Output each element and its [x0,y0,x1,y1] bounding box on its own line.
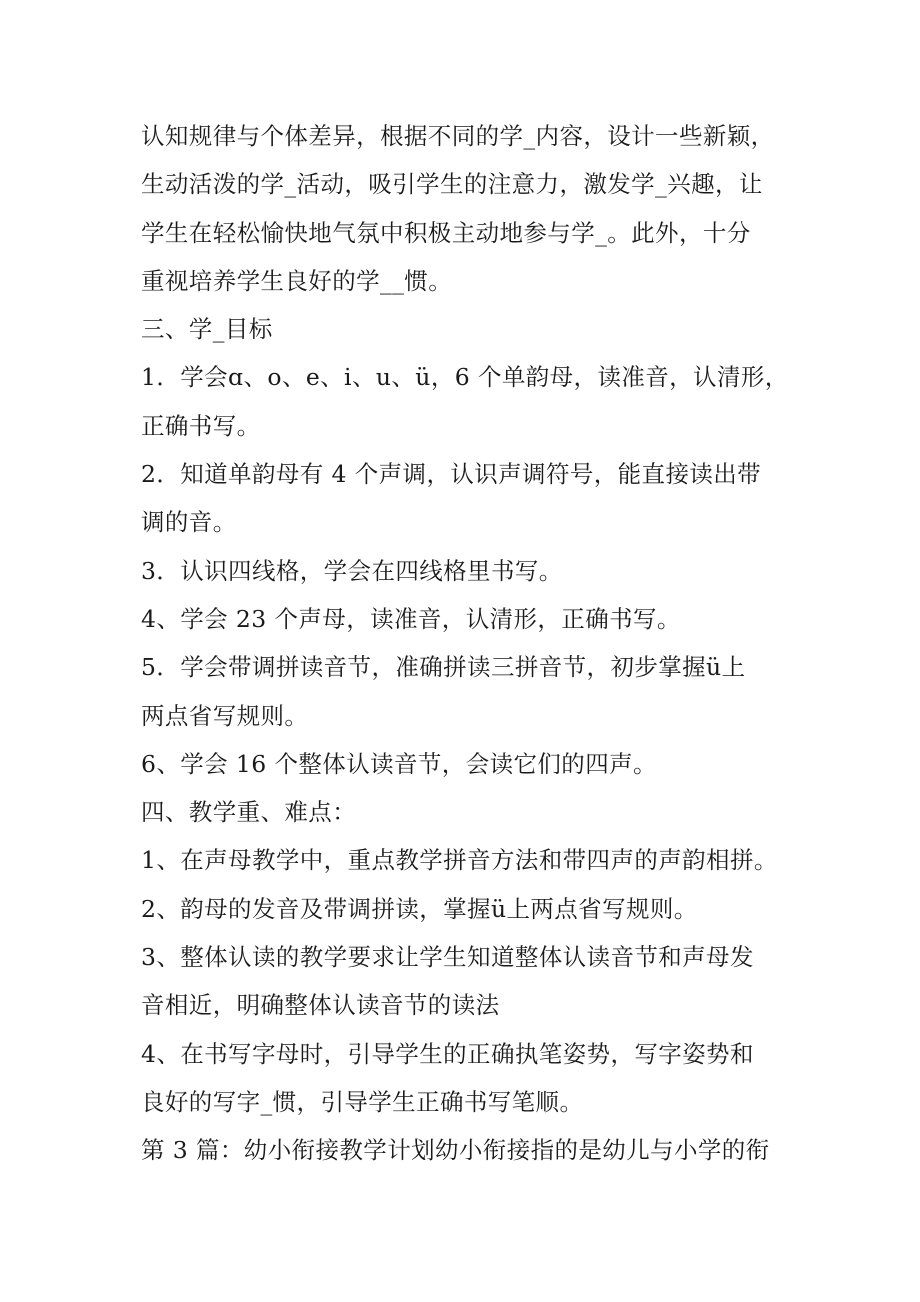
section-heading-key-points: 四、教学重、难点： [141,798,357,827]
text-line-14: 6、学会 16 个整体认读音节，会读它们的四声。 [141,749,657,778]
text-line-3: 学生在轻松愉快地气氛中积极主动地参与学_。此外，十分 [141,218,751,247]
text-line-22: 第 3 篇：幼小衔接教学计划幼小衔接指的是幼儿与小学的衔 [141,1136,770,1165]
document-body [141,112,811,1175]
text-line-20: 4、在书写字母时，引导学生的正确执笔姿势，写字姿势和 [141,1039,754,1068]
text-line-17: 2、韵母的发音及带调拼读，掌握ü上两点省写规则。 [141,894,698,923]
text-line-12: 5．学会带调拼读音节，准确拼读三拼音节，初步掌握ü上 [141,653,746,682]
text-line-8: 2．知道单韵母有 4 个声调，认识声调符号，能直接读出带 [141,460,762,489]
text-line-9: 调的音。 [141,508,237,537]
text-line-18: 3、整体认读的教学要求让学生知道整体认读音节和声母发 [141,943,754,972]
text-line-11: 4、学会 23 个声母，读准音，认清形，正确书写。 [141,604,681,633]
text-line-21: 良好的写字_惯，引导学生正确书写笔顺。 [141,1087,584,1116]
text-line-2: 生动活泼的学_活动，吸引学生的注意力，激发学_兴趣，让 [141,170,763,199]
text-line-1: 认知规律与个体差异，根据不同的学_内容，设计一些新颖， [141,122,775,150]
text-line-10: 3．认识四线格，学会在四线格里书写。 [141,556,563,585]
text-line-19: 音相近，明确整体认读音节的读法 [141,991,500,1020]
section-heading-learning-goals: 三、学_目标 [141,315,273,344]
text-line-4: 重视培养学生良好的学__惯。 [141,266,453,295]
text-line-16: 1、在声母教学中，重点教学拼音方法和带四声的声韵相拼。 [141,846,778,875]
text-line-13: 两点省写规则。 [141,701,309,730]
text-line-7: 正确书写。 [141,411,261,440]
text-line-6: 1．学会ɑ、o、e、i、u、ü，6 个单韵母，读准音，认清形， [141,363,789,392]
